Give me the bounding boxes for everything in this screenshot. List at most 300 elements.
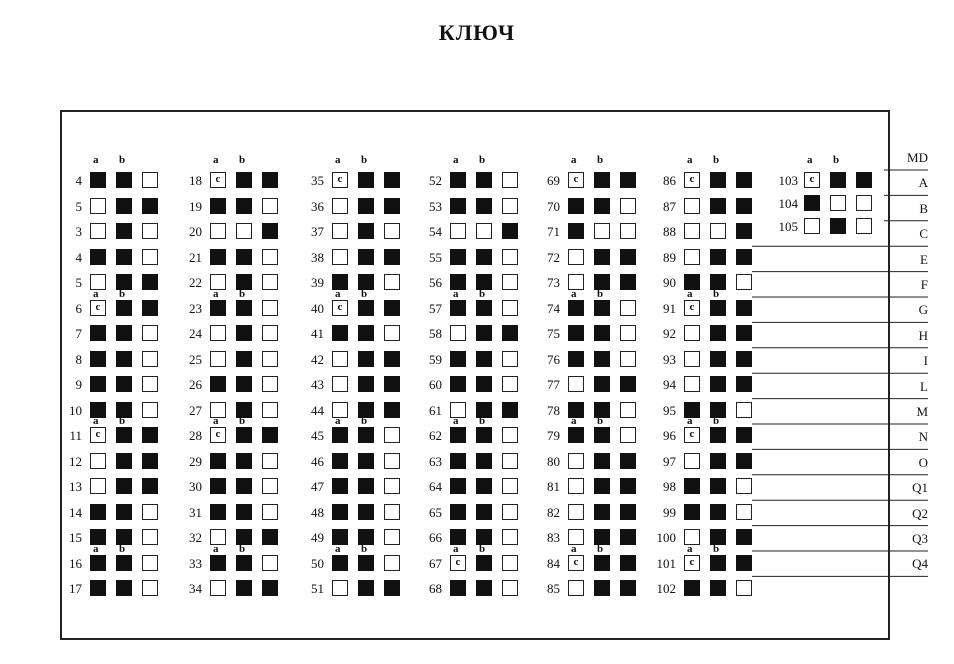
filled-box <box>450 351 466 367</box>
item-number: 68 <box>429 581 442 596</box>
item-number: 101 <box>656 555 676 571</box>
answer-row <box>548 504 668 526</box>
answer-row <box>312 478 432 500</box>
empty-box <box>90 453 106 469</box>
answer-row <box>70 504 190 526</box>
filled-box <box>594 453 610 469</box>
header-letter-a: a <box>335 415 341 427</box>
empty-box <box>568 376 584 392</box>
item-number: 3 <box>75 224 82 239</box>
filled-box <box>736 453 752 469</box>
answer-row <box>548 325 668 347</box>
answer-row <box>70 376 190 398</box>
answer-row <box>70 274 190 296</box>
item-number: 49 <box>311 530 324 545</box>
item-number: 13 <box>69 479 82 494</box>
empty-box <box>262 402 278 418</box>
answer-row <box>190 325 310 347</box>
filled-box <box>450 504 466 520</box>
empty-box <box>142 172 158 188</box>
filled-box <box>332 478 348 494</box>
filled-box <box>332 453 348 469</box>
filled-box <box>684 478 700 494</box>
item-number: 70 <box>547 198 560 214</box>
item-number: 103 <box>778 173 798 188</box>
answer-row <box>664 504 784 526</box>
item-number: 48 <box>311 504 324 520</box>
filled-box <box>358 427 374 443</box>
filled-box <box>450 478 466 494</box>
filled-box <box>210 555 226 571</box>
filled-box <box>476 453 492 469</box>
empty-box <box>502 172 518 188</box>
header-letter-b: b <box>713 542 720 555</box>
empty-box <box>384 529 400 545</box>
filled-box <box>594 555 610 571</box>
empty-box <box>568 478 584 494</box>
filled-box <box>710 172 726 188</box>
answer-row <box>430 504 550 526</box>
filled-box <box>262 427 278 443</box>
item-number: 29 <box>189 453 202 469</box>
c-box: c <box>568 555 584 571</box>
item-number: 73 <box>547 275 560 290</box>
scale-label: Q1 <box>912 480 928 496</box>
filled-box <box>142 453 158 469</box>
filled-box <box>332 504 348 520</box>
c-box: c <box>210 427 226 443</box>
filled-box <box>684 580 700 596</box>
filled-box <box>620 249 636 265</box>
empty-box <box>620 300 636 316</box>
header-letter-b: b <box>833 154 840 166</box>
filled-box <box>710 351 726 367</box>
filled-box <box>594 427 610 443</box>
item-number: 28 <box>189 428 202 443</box>
item-number: 69 <box>547 173 560 188</box>
header-letter-b: b <box>713 415 720 427</box>
item-number: 87 <box>663 198 676 214</box>
empty-box <box>476 223 492 239</box>
c-box: c <box>450 555 466 571</box>
item-number: 27 <box>189 402 202 418</box>
answer-row <box>70 198 190 220</box>
answer-row <box>312 249 432 271</box>
filled-box <box>856 172 872 188</box>
answer-row <box>548 300 668 322</box>
answer-row <box>190 198 310 220</box>
filled-box <box>116 249 132 265</box>
empty-box <box>502 249 518 265</box>
item-number: 90 <box>663 275 676 290</box>
item-number: 88 <box>663 224 676 239</box>
filled-box <box>210 376 226 392</box>
empty-box <box>142 529 158 545</box>
answer-row <box>190 453 310 475</box>
empty-box <box>594 223 610 239</box>
header-letter-a: a <box>93 542 99 555</box>
item-number: 74 <box>547 300 560 316</box>
empty-box <box>684 223 700 239</box>
item-number: 91 <box>663 300 676 316</box>
filled-box <box>236 351 252 367</box>
item-number: 65 <box>429 504 442 520</box>
filled-box <box>116 351 132 367</box>
answer-row <box>664 453 784 475</box>
empty-box <box>736 402 752 418</box>
answer-row <box>430 351 550 373</box>
empty-box <box>502 580 518 596</box>
filled-box <box>358 223 374 239</box>
empty-box <box>210 351 226 367</box>
c-box: c <box>332 172 348 188</box>
answer-row <box>656 580 784 602</box>
item-number: 76 <box>547 351 560 367</box>
c-box: c <box>684 172 700 188</box>
item-number: 77 <box>547 377 560 392</box>
filled-box <box>736 249 752 265</box>
item-number: 44 <box>311 402 324 418</box>
item-number: 4 <box>75 249 82 265</box>
filled-box <box>476 325 492 341</box>
header-letter-a: a <box>687 154 693 166</box>
answer-row <box>312 223 432 245</box>
filled-box <box>236 172 252 188</box>
filled-box <box>358 325 374 341</box>
empty-box <box>502 427 518 443</box>
answer-row <box>312 504 432 526</box>
header-letter-b: b <box>597 415 604 427</box>
filled-box <box>236 249 252 265</box>
answer-row <box>312 351 432 373</box>
scale-label: G <box>918 302 928 318</box>
answer-row <box>430 274 550 296</box>
answer-row <box>70 351 190 373</box>
answer-row <box>190 402 310 424</box>
header-letter-a: a <box>571 154 577 166</box>
scale-label: I <box>923 353 928 369</box>
filled-box <box>90 172 106 188</box>
empty-box <box>502 453 518 469</box>
answer-row <box>430 300 550 322</box>
item-number: 93 <box>663 351 676 367</box>
item-number: 56 <box>429 275 442 290</box>
filled-box <box>620 274 636 290</box>
item-number: 14 <box>69 504 82 520</box>
item-number: 16 <box>69 555 82 571</box>
filled-box <box>502 402 518 418</box>
c-box: c <box>90 300 106 316</box>
empty-box <box>384 325 400 341</box>
empty-box <box>142 504 158 520</box>
item-number: 66 <box>429 530 442 545</box>
filled-box <box>116 504 132 520</box>
answer-row <box>312 274 432 296</box>
item-number: 84 <box>547 555 560 571</box>
filled-box <box>594 249 610 265</box>
c-box: c <box>684 300 700 316</box>
answer-row <box>312 453 432 475</box>
item-number: 35 <box>311 173 324 188</box>
empty-box <box>332 223 348 239</box>
header-letter-b: b <box>479 415 486 427</box>
filled-box <box>210 198 226 214</box>
answer-row <box>190 555 310 577</box>
empty-box <box>684 351 700 367</box>
scale-label: Q4 <box>912 556 928 572</box>
empty-box <box>804 218 820 234</box>
answer-row <box>430 453 550 475</box>
empty-box <box>568 249 584 265</box>
filled-box <box>710 198 726 214</box>
answer-row <box>190 351 310 373</box>
item-number: 85 <box>547 581 560 596</box>
empty-box <box>502 198 518 214</box>
empty-box <box>502 300 518 316</box>
filled-box <box>620 376 636 392</box>
filled-box <box>210 300 226 316</box>
filled-box <box>594 351 610 367</box>
empty-box <box>450 325 466 341</box>
filled-box <box>384 402 400 418</box>
scale-label: Q3 <box>912 531 928 546</box>
filled-box <box>476 580 492 596</box>
item-number: 55 <box>429 249 442 265</box>
filled-box <box>116 478 132 494</box>
item-number: 26 <box>189 377 202 392</box>
answer-row <box>548 453 668 475</box>
answer-row <box>190 249 310 271</box>
empty-box <box>384 453 400 469</box>
item-number: 19 <box>189 198 202 214</box>
answer-row <box>548 351 668 373</box>
filled-box <box>210 504 226 520</box>
answer-row <box>430 325 550 347</box>
header-letter-b: b <box>479 154 486 166</box>
header-letter-a: a <box>453 542 459 555</box>
item-number: 63 <box>429 453 442 469</box>
item-number: 33 <box>189 555 202 571</box>
filled-box <box>262 172 278 188</box>
empty-box <box>384 223 400 239</box>
empty-box <box>90 223 106 239</box>
filled-box <box>736 351 752 367</box>
filled-box <box>236 555 252 571</box>
scale-label: F <box>920 277 928 292</box>
item-number: 32 <box>189 530 202 545</box>
answer-row <box>430 529 550 551</box>
item-number: 47 <box>311 479 324 494</box>
empty-box <box>262 478 278 494</box>
scale-label: E <box>920 251 928 267</box>
filled-box <box>332 325 348 341</box>
filled-box <box>594 478 610 494</box>
filled-box <box>236 427 252 443</box>
empty-box <box>502 351 518 367</box>
filled-box <box>450 427 466 443</box>
item-number: 43 <box>311 377 324 392</box>
empty-box <box>142 376 158 392</box>
header-letter-b: b <box>119 415 126 427</box>
filled-box <box>450 172 466 188</box>
filled-box <box>358 376 374 392</box>
filled-box <box>116 376 132 392</box>
answer-row <box>312 580 432 602</box>
empty-box <box>262 351 278 367</box>
item-number: 39 <box>311 275 324 290</box>
item-number: 20 <box>189 224 202 239</box>
filled-box <box>620 478 636 494</box>
answer-row <box>548 172 668 194</box>
answer-row <box>312 376 432 398</box>
empty-box <box>384 478 400 494</box>
header-letter-a: a <box>807 154 813 166</box>
answer-row <box>430 198 550 220</box>
item-number: 59 <box>429 351 442 367</box>
empty-box <box>502 529 518 545</box>
item-number: 25 <box>189 351 202 367</box>
c-box: c <box>804 172 820 188</box>
filled-box <box>594 325 610 341</box>
item-number: 60 <box>429 377 442 392</box>
item-number: 5 <box>75 198 82 214</box>
empty-box <box>684 249 700 265</box>
filled-box <box>116 555 132 571</box>
item-number: 4 <box>75 173 82 188</box>
item-number: 62 <box>429 428 442 443</box>
filled-box <box>236 580 252 596</box>
empty-box <box>262 376 278 392</box>
item-number: 78 <box>547 402 560 418</box>
header-letter-b: b <box>479 542 486 555</box>
empty-box <box>262 300 278 316</box>
filled-box <box>262 580 278 596</box>
item-number: 53 <box>429 198 442 214</box>
empty-box <box>262 198 278 214</box>
empty-box <box>736 274 752 290</box>
item-number: 54 <box>429 224 442 239</box>
filled-box <box>476 504 492 520</box>
item-number: 11 <box>69 428 82 443</box>
filled-box <box>358 249 374 265</box>
item-number: 30 <box>189 479 202 494</box>
empty-box <box>450 223 466 239</box>
header-letter-a: a <box>571 287 577 300</box>
filled-box <box>502 223 518 239</box>
filled-box <box>710 453 726 469</box>
filled-box <box>476 555 492 571</box>
filled-box <box>384 580 400 596</box>
empty-box <box>142 223 158 239</box>
answer-row <box>430 172 550 194</box>
item-number: 83 <box>547 530 560 545</box>
header-letter-b: b <box>597 154 604 166</box>
item-number: 15 <box>69 530 82 545</box>
item-number: 72 <box>547 249 560 265</box>
item-number: 104 <box>778 196 798 211</box>
filled-box <box>358 555 374 571</box>
filled-box <box>476 478 492 494</box>
filled-box <box>710 249 726 265</box>
answer-row <box>190 376 310 398</box>
answer-row <box>664 172 784 194</box>
header-letter-a: a <box>687 542 693 555</box>
item-number: 17 <box>69 581 82 596</box>
header-letter-b: b <box>239 154 246 166</box>
filled-box <box>450 198 466 214</box>
filled-box <box>116 172 132 188</box>
filled-box <box>236 198 252 214</box>
c-box: c <box>684 427 700 443</box>
header-letter-a: a <box>213 415 219 427</box>
filled-box <box>90 555 106 571</box>
empty-box <box>384 555 400 571</box>
answer-row <box>664 376 784 398</box>
answer-row <box>548 555 668 577</box>
filled-box <box>594 172 610 188</box>
filled-box <box>736 555 752 571</box>
header-letter-a: a <box>213 287 219 300</box>
header-letter-b: b <box>713 154 720 166</box>
filled-box <box>116 427 132 443</box>
filled-box <box>710 504 726 520</box>
item-number: 99 <box>663 504 676 520</box>
answer-row <box>430 580 550 602</box>
filled-box <box>90 376 106 392</box>
c-box: c <box>684 555 700 571</box>
filled-box <box>736 300 752 316</box>
filled-box <box>568 351 584 367</box>
filled-box <box>210 453 226 469</box>
filled-box <box>710 300 726 316</box>
filled-box <box>142 427 158 443</box>
filled-box <box>736 376 752 392</box>
scale-label: O <box>918 454 928 470</box>
filled-box <box>332 555 348 571</box>
filled-box <box>262 223 278 239</box>
answer-row <box>430 402 550 424</box>
filled-box <box>116 300 132 316</box>
header-letter-b: b <box>713 287 720 300</box>
empty-box <box>262 274 278 290</box>
filled-box <box>90 580 106 596</box>
empty-box <box>502 478 518 494</box>
empty-box <box>620 427 636 443</box>
answer-row <box>656 555 784 577</box>
empty-box <box>142 351 158 367</box>
filled-box <box>262 529 278 545</box>
answer-row <box>312 198 432 220</box>
filled-box <box>358 198 374 214</box>
answer-row <box>430 555 550 577</box>
empty-box <box>332 376 348 392</box>
filled-box <box>358 351 374 367</box>
c-box: c <box>210 172 226 188</box>
filled-box <box>710 427 726 443</box>
empty-box <box>384 427 400 443</box>
empty-box <box>736 478 752 494</box>
item-number: 100 <box>656 530 676 545</box>
filled-box <box>620 504 636 520</box>
scale-label: C <box>919 226 928 242</box>
answer-row <box>548 223 668 245</box>
answer-row <box>664 351 784 373</box>
answer-row <box>190 172 310 194</box>
answer-row <box>548 198 668 220</box>
answer-row <box>190 580 310 602</box>
answer-row <box>430 427 550 449</box>
item-number: 40 <box>311 300 324 316</box>
